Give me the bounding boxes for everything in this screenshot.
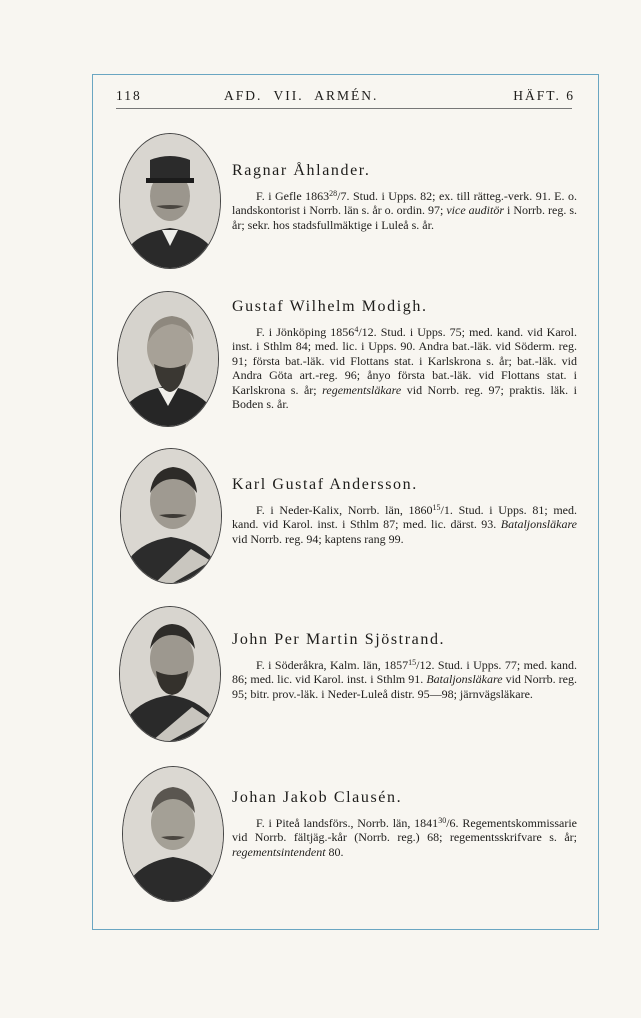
portrait-photo [120,448,222,584]
portrait-photo [117,291,219,427]
portrait-photo [122,766,224,902]
part-label: HÄFT. 6 [513,88,575,103]
person-name: John Per Martin Sjöstrand. [232,631,446,648]
person-name: Gustaf Wilhelm Modigh. [232,298,428,315]
header-rule [116,108,572,109]
running-title: AFD. VII. ARMÉN. [224,88,379,103]
biography-entry [232,789,577,859]
page-number: 118 [116,88,142,103]
person-name: Karl Gustaf Andersson. [232,476,418,493]
person-name: Ragnar Åhlander. [232,162,371,179]
biography-text: F. i Neder-Kalix, Norrb. län, 1860$^{15}$/1. Stud. i Upps. 81; med. kand. vid Karol. inst. i Sthlm 87; med. lic. därst. 93. Bataljonsläkare vid Norrb. reg. 94; kaptens rang 99. [232,503,577,546]
portrait-photo [119,133,221,269]
biography-entry [232,162,577,232]
biography-entry [232,476,577,546]
biography-text: F. i Piteå landsförs., Norrb. län, 1841$^{30}$/6. Regementskommissarie vid Norrb. fältjäg.-kår (Norrb. reg.) 68; regementsskrifvare s. år; regementsintendent 80. [232,816,577,859]
biography-text: F. i Jönköping 1856$^4$/12. Stud. i Upps. 75; med. kand. vid Karol. inst. i Sthlm 84; med. lic. i Upps. 90. Andra bat.-läk. vid Söderm. reg. 91; första bat.-läk. vid Flottans stat. i Karlskrona s. år; bat.-läk. vid Andra Göta art.-reg. 96; ånyo första bat.-läk. vid Flottans stat. i Karlskrona s. år; regementsläkare vid Norrb. reg. 97; praktis. läk. i Boden s. år. [232,325,578,412]
running-header [116,88,575,110]
biography-text: F. i Gefle 1863$^{28}$/7. Stud. i Upps. 82; ex. till rätteg.-verk. 91. E. o. landskontorist i Norrb. län s. år o. ordin. 97; vice auditör i Norrb. reg. s. år; sekr. hos stadsfullmäktige i Luleå s. år. [232,189,577,232]
biography-entry [232,298,577,411]
biography-entry [232,631,577,701]
person-name: Johan Jakob Clausén. [232,789,403,806]
portrait-photo [119,606,221,742]
biography-text: F. i Söderåkra, Kalm. län, 1857$^{15}$/12. Stud. i Upps. 77; med. kand. 86; med. lic. vid Karol. inst. i Sthlm 91. Bataljonsläkare vid Norrb. reg. 95; bitr. prov.-läk. i Neder-Luleå distr. 95—98; järnvägsläkare. [232,658,577,701]
